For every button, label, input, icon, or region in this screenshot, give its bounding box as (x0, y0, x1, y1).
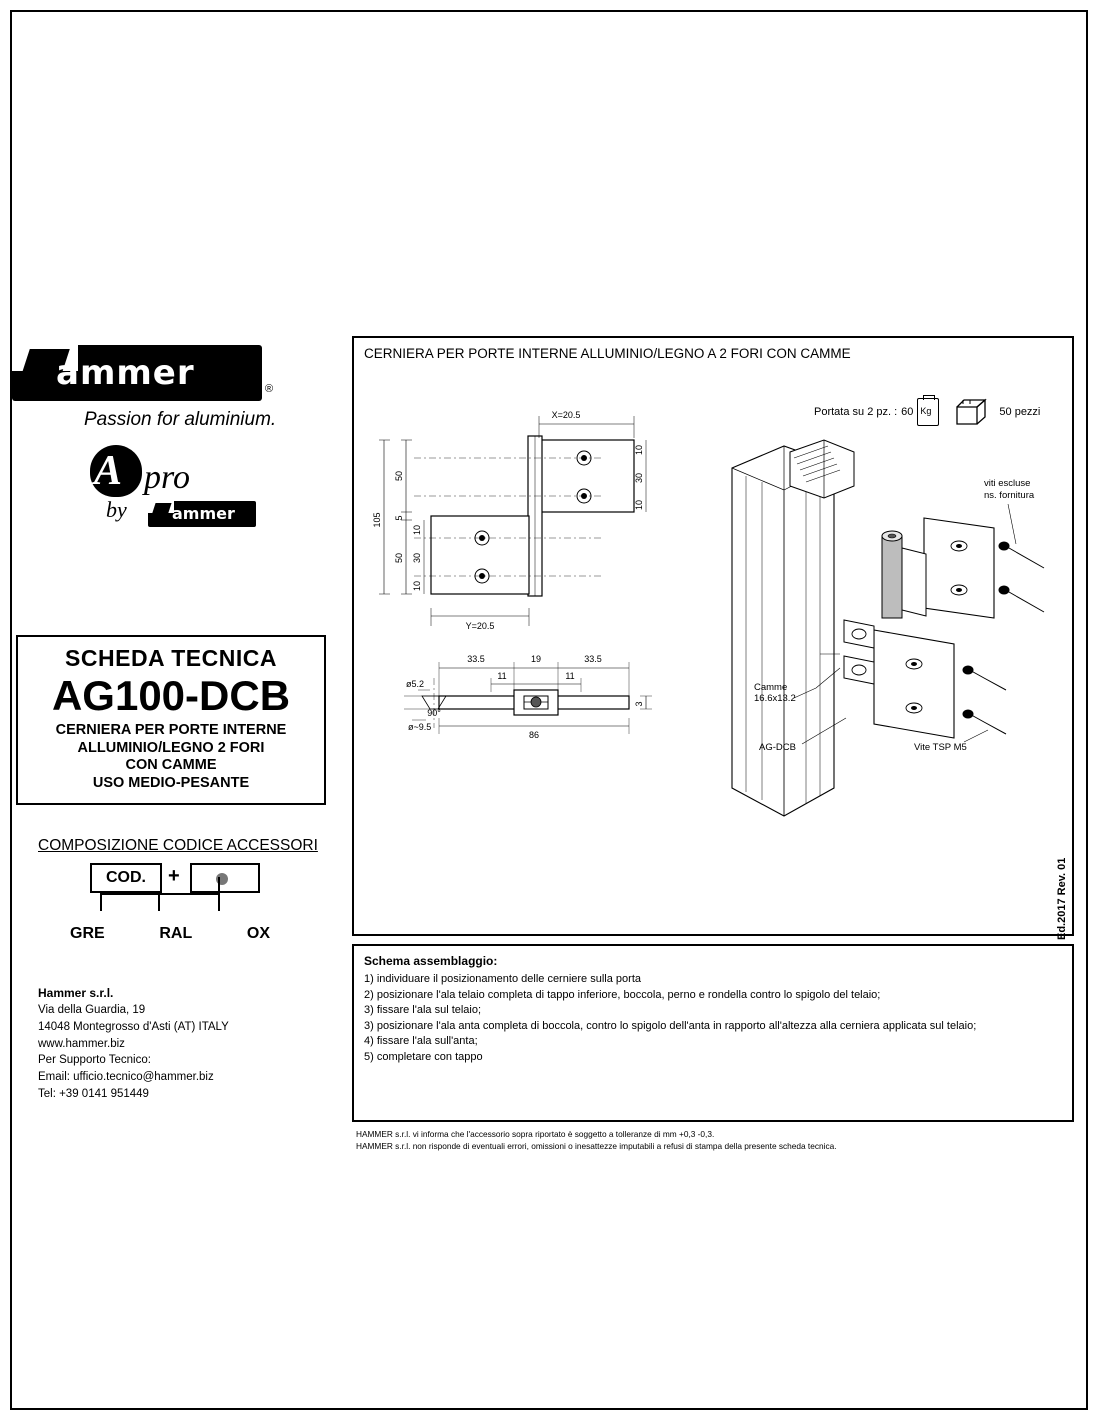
svg-text:10: 10 (412, 580, 422, 592)
registered-mark: ® (265, 383, 274, 395)
svg-text:33.5: 33.5 (584, 654, 602, 664)
product-desc-line3: CON CAMME (125, 757, 217, 774)
accessory-code-diagram (90, 863, 260, 897)
company-address: Via della Guardia, 19 (38, 1004, 146, 1017)
svg-text:3: 3 (634, 701, 644, 707)
plus-sign: + (168, 865, 180, 887)
svg-text:ø5.2: ø5.2 (406, 679, 425, 689)
svg-text:30: 30 (634, 472, 644, 484)
accessory-composition-title: COMPOSIZIONE CODICE ACCESSORI (38, 837, 318, 854)
pack-quantity: 50 pezzi (999, 406, 1041, 418)
schema-title: Schema assemblaggio: (364, 954, 498, 968)
schema-step: 3) posizionare l'ala anta completa di boccola, contro lo spigolo dell'anta in rapporto all'altezza alla cerniera applicata sul telaio; (364, 1019, 977, 1032)
svg-text:16.6x13.2: 16.6x13.2 (754, 693, 796, 704)
company-website: www.hammer.biz (38, 1037, 125, 1050)
accessory-option-ral: RAL (159, 925, 193, 942)
company-phone: Tel: +39 0141 951449 (38, 1087, 149, 1100)
tech-sheet-box (16, 635, 326, 805)
svg-text:105: 105 (372, 512, 382, 528)
company-info (38, 985, 229, 1102)
apro-by: by (106, 497, 127, 522)
product-desc-line4: USO MEDIO-PESANTE (92, 775, 250, 792)
apro-mini-word: ammer (172, 504, 235, 523)
branch-v1 (100, 893, 102, 911)
disclaimer (356, 1128, 1056, 1152)
apro-mini-logo (148, 501, 256, 527)
drawing-panel (352, 336, 1074, 936)
company-name: Hammer s.r.l. (38, 986, 114, 1000)
left-column (12, 345, 342, 1100)
code-label-box: COD. (90, 863, 162, 893)
accessory-option-gre: GRE (70, 925, 105, 942)
svg-text:Y=20.5: Y=20.5 (465, 621, 495, 631)
company-city: 14048 Montegrosso d'Asti (AT) ITALY (38, 1021, 229, 1034)
drawing-title: CERNIERA PER PORTE INTERNE ALLUMINIO/LEGNO A 2 FORI CON CAMME (364, 346, 851, 361)
svg-text:30: 30 (412, 552, 422, 564)
branch-horizontal (100, 893, 220, 895)
apro-logo (90, 445, 265, 531)
svg-text:viti escluse: viti escluse (984, 478, 1031, 489)
svg-text:50: 50 (394, 552, 404, 564)
svg-text:11: 11 (497, 671, 507, 681)
svg-text:X=20.5: X=20.5 (551, 410, 581, 420)
hammer-logo (12, 345, 274, 407)
svg-text:Camme: Camme (754, 682, 788, 693)
apro-text: pro (144, 459, 190, 496)
tech-sheet-title: SCHEDA TECNICA (65, 645, 277, 671)
brand-tagline: Passion for aluminium. (84, 409, 277, 430)
logo-wordmark: ammer (56, 353, 195, 393)
branch-v2 (158, 893, 160, 911)
hinge-technical-drawing (354, 368, 1070, 928)
branch-v3 (218, 893, 220, 911)
product-desc-line1: CERNIERA PER PORTE INTERNE (55, 722, 287, 739)
schema-step: 2) posizionare l'ala telaio completa di tappo inferiore, boccola, perno e rondella contro lo spigolo del telaio; (364, 988, 881, 1001)
company-support-label: Per Supporto Tecnico: (38, 1054, 151, 1067)
assembly-schema-panel (352, 944, 1074, 1122)
company-email: Email: ufficio.tecnico@hammer.biz (38, 1071, 214, 1084)
load-label: Portata su 2 pz. : (814, 406, 898, 418)
svg-text:86: 86 (528, 730, 540, 740)
disclaimer-line2: HAMMER s.r.l. non risponde di eventuali errori, omissioni o inesattezze imputabili a refusi di stampa della presente scheda tecnica. (356, 1141, 837, 1152)
product-desc-line2: ALLUMINIO/LEGNO 2 FORI (77, 739, 265, 756)
svg-text:ns. fornitura: ns. fornitura (984, 490, 1035, 501)
schema-steps (364, 972, 1062, 1066)
svg-text:10: 10 (634, 499, 644, 511)
schema-step: 5) completare con tappo (364, 1051, 483, 1064)
svg-text:90°: 90° (427, 708, 441, 718)
disclaimer-line1: HAMMER s.r.l. vi informa che l'accessorio sopra riportato è soggetto a tolleranze di mm +0,3 -0,3. (356, 1129, 715, 1139)
accessory-options (70, 925, 270, 943)
product-code: AG100-DCB (51, 672, 291, 719)
svg-text:33.5: 33.5 (467, 654, 485, 664)
svg-text:Vite TSP M5: Vite TSP M5 (914, 742, 967, 753)
svg-text:19: 19 (530, 654, 542, 664)
svg-text:5: 5 (394, 515, 404, 521)
kg-unit: Kg (920, 406, 932, 416)
schema-step: 4) fissare l'ala sull'anta; (364, 1035, 478, 1048)
schema-step: 3) fissare l'ala sul telaio; (364, 1004, 482, 1017)
svg-text:10: 10 (412, 524, 422, 536)
accessory-branch-lines (90, 893, 260, 927)
apro-letter: A (94, 448, 123, 494)
schema-step: 1) individuare il posizionamento delle cerniere sulla porta (364, 973, 641, 985)
svg-text:10: 10 (634, 444, 644, 456)
svg-text:11: 11 (565, 671, 575, 681)
load-value: 60 (901, 406, 914, 418)
svg-text:50: 50 (394, 470, 404, 482)
svg-text:ø~9.5: ø~9.5 (408, 722, 432, 732)
svg-text:AG-DCB: AG-DCB (759, 742, 796, 753)
revision-label: Ed.2017 Rev. 01 (1056, 857, 1068, 940)
branch-v4 (218, 877, 220, 895)
accessory-option-ox: OX (246, 925, 270, 942)
